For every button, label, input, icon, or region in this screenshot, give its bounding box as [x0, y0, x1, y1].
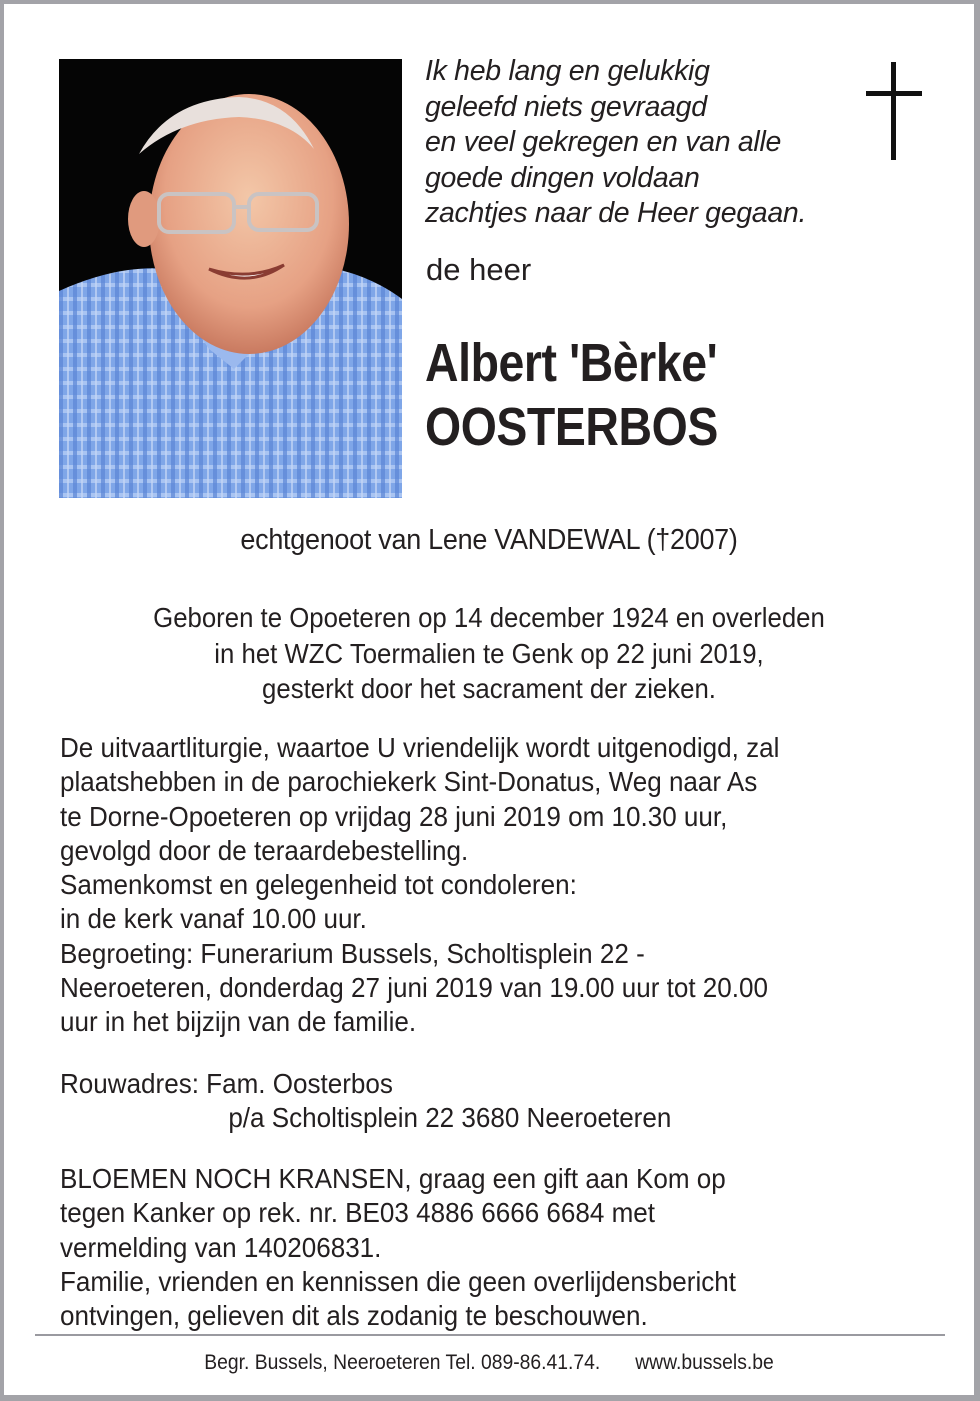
flowers-line: Familie, vrienden en kennissen die geen overlijdensbericht — [60, 1265, 736, 1297]
flowers-line: BLOEMEN NOCH KRANSEN, graag een gift aan Kom op — [60, 1163, 726, 1194]
footer-divider — [35, 1334, 945, 1336]
memorial-poem — [425, 54, 806, 232]
funeral-home-footer — [43, 1351, 935, 1375]
portrait-photo — [59, 59, 402, 498]
flowers-line: vermelding van 140206831. — [60, 1231, 382, 1263]
address-line: Rouwadres: Fam. Oosterbos — [60, 1068, 393, 1099]
flowers-line: tegen Kanker op rek. nr. BE03 4886 6666 6684 met — [60, 1197, 656, 1229]
birth-death-details — [43, 600, 935, 707]
latin-cross-icon — [866, 62, 922, 160]
poem-line: en veel gekregen en van alle — [425, 126, 782, 158]
funeral-home-website[interactable]: www.bussels.be — [635, 1351, 774, 1374]
poem-line: geleefd niets gevraagd — [425, 90, 707, 123]
funeral-line: De uitvaartliturgie, waartoe U vriendelijk wordt uitgenodigd, zal — [60, 732, 780, 763]
poem-line: goede dingen voldaan — [425, 161, 700, 194]
details-line: Geboren te Opoeteren op 14 december 1924 en overleden — [153, 602, 825, 633]
details-line: gesterkt door het sacrament der zieken. — [262, 673, 716, 704]
deceased-surname: OOSTERBOS — [425, 397, 718, 457]
obituary-card — [4, 4, 974, 1395]
flowers-and-notice — [60, 1162, 878, 1333]
poem-line: Ik heb lang en gelukkig — [425, 55, 710, 87]
funeral-line: Begroeting: Funerarium Bussels, Scholtisplein 22 - — [60, 937, 645, 969]
funeral-line: in de kerk vanaf 10.00 uur. — [60, 903, 367, 935]
flowers-line: ontvingen, gelieven dit als zodanig te beschouwen. — [60, 1300, 648, 1332]
funeral-details — [60, 731, 878, 1040]
funeral-line: te Dorne-Opoeteren op vrijdag 28 juni 2019 om 10.30 uur, — [60, 800, 728, 832]
funeral-line: gevolgd door de teraardebestelling. — [60, 834, 469, 866]
details-line: in het WZC Toermalien te Genk op 22 juni 2019, — [214, 637, 764, 669]
poem-line: zachtjes naar de Heer gegaan. — [425, 197, 807, 229]
spouse-line: echtgenoot van Lene VANDEWAL (†2007) — [240, 524, 738, 556]
funeral-line: uur in het bijzijn van de familie. — [60, 1006, 417, 1038]
portrait-image — [59, 59, 402, 498]
funeral-line: Neeroeteren, donderdag 27 juni 2019 van 19.00 uur tot 20.00 — [60, 972, 768, 1004]
funeral-line: plaatshebben in de parochiekerk Sint-Donatus, Weg naar As — [60, 766, 758, 798]
funeral-line: Samenkomst en gelegenheid tot condoleren: — [60, 869, 577, 901]
honorific-title: de heer — [426, 252, 532, 287]
deceased-name — [425, 331, 718, 459]
deceased-first-name: Albert 'Bèrke' — [425, 333, 718, 393]
mourning-address — [60, 1067, 878, 1136]
funeral-home-contact: Begr. Bussels, Neeroeteren Tel. 089-86.41.74. — [204, 1351, 601, 1374]
address-line: p/a Scholtisplein 22 3680 Neeroeteren — [228, 1102, 672, 1134]
